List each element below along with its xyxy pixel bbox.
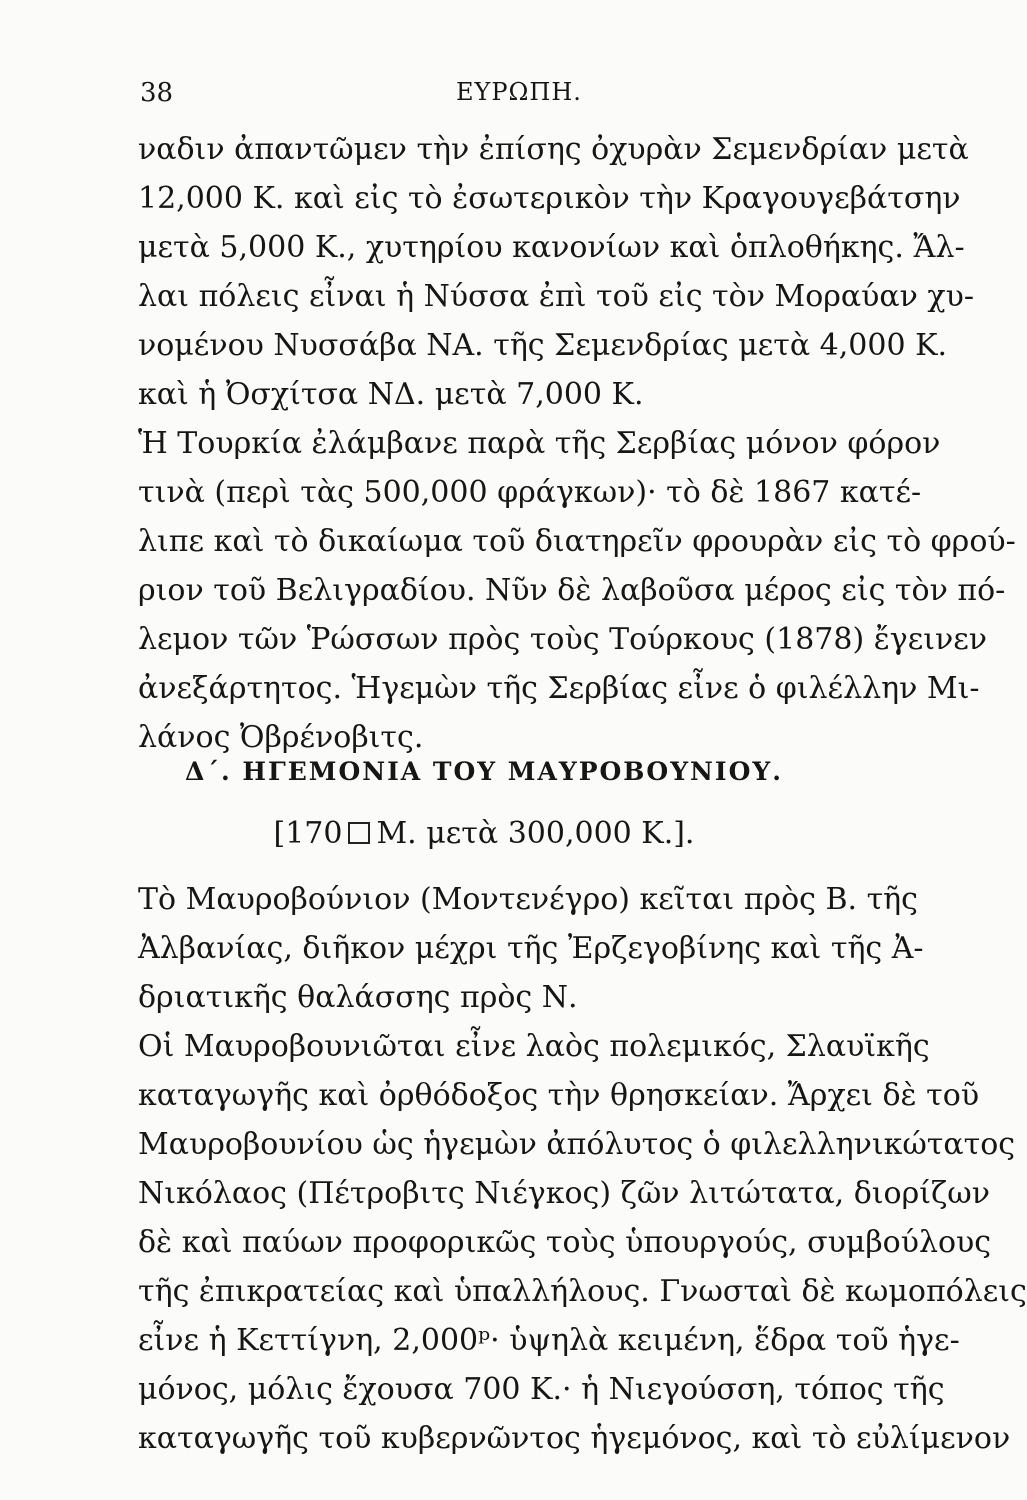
text-line: Ἀλβανίας, διῆκον μέχρι τῆς Ἐρζεγοβίνης καὶ τῆς Ἀ- bbox=[138, 931, 924, 966]
text-line: Οἱ Μαυροβουνιῶται εἶνε λαὸς πολεμικός, Σλαυϊκῆς bbox=[138, 1029, 930, 1064]
text-line: τινὰ (περὶ τὰς 500,000 φράγκων)· τὸ δὲ 1867 κατέ- bbox=[138, 475, 922, 510]
running-head: ΕΥΡΩΠΗ. bbox=[456, 78, 582, 106]
text-line: 12,000 Κ. καὶ εἰς τὸ ἐσωτερικὸν τὴν Κραγουγεβάτσην bbox=[138, 181, 961, 216]
page-header bbox=[140, 78, 900, 118]
text-line: μόνος, μόλις ἔχουσα 700 Κ.· ἡ Νιεγούσση, τόπος τῆς bbox=[138, 1372, 945, 1407]
text-line: λάνος Ὀβρένοβιτς. bbox=[138, 720, 424, 755]
text-line: δριατικῆς θαλάσσης πρὸς Ν. bbox=[138, 980, 578, 1015]
text-line: δὲ καὶ παύων προφορικῶς τοὺς ὑπουργούς, συμβούλους bbox=[138, 1225, 992, 1260]
text-line: λεμον τῶν Ῥώσσων πρὸς τοὺς Τούρκους (1878) ἔγεινεν bbox=[138, 622, 988, 657]
square-unit-icon bbox=[348, 822, 370, 844]
text-line: Νικόλαος (Πέτροβιτς Νιέγκος) ζῶν λιτώτατα, διορίζων bbox=[138, 1176, 990, 1211]
page-number: 38 bbox=[140, 78, 174, 108]
text-line: τῆς ἐπικρατείας καὶ ὑπαλλήλους. Γνωσταὶ δὲ κωμοπόλεις bbox=[138, 1274, 1027, 1309]
text-line: ἀνεξάρτητος. Ἡγεμὼν τῆς Σερβίας εἶνε ὁ φιλέλλην Μι- bbox=[138, 671, 980, 706]
section-heading: Δ΄. ΗΓΕΜΟΝΙΑ ΤΟΥ ΜΑΥΡΟΒΟΥΝΙΟΥ. bbox=[185, 757, 783, 786]
text-line: καταγωγῆς καὶ ὀρθόδοξος τὴν θρησκείαν. Ἄρχει δὲ τοῦ bbox=[138, 1078, 980, 1113]
text-line: μετὰ 5,000 Κ., χυτηρίου κανονίων καὶ ὁπλοθήκης. Ἄλ- bbox=[138, 230, 965, 265]
text-line: ριον τοῦ Βελιγραδίου. Νῦν δὲ λαβοῦσα μέρος εἰς τὸν πό- bbox=[138, 573, 1006, 608]
text-line: νομένου Νυσσάβα ΝΑ. τῆς Σεμενδρίας μετὰ 4,000 Κ. bbox=[138, 328, 948, 363]
area-note bbox=[0, 816, 968, 851]
text-line: εἶνε ἡ Κεττίγνη, 2,000ᵖ· ὑψηλὰ κειμένη, ἕδρα τοῦ ἡγε- bbox=[138, 1323, 960, 1358]
text-line: λαι πόλεις εἶναι ἡ Νύσσα ἐπὶ τοῦ εἰς τὸν Μοραύαν χυ- bbox=[138, 279, 974, 314]
text-line: Τὸ Μαυροβούνιον (Μοντενέγρο) κεῖται πρὸς Β. τῆς bbox=[138, 882, 918, 917]
area-note-start: [170 bbox=[273, 816, 343, 851]
text-line: ναδιν ἀπαντῶμεν τὴν ἐπίσης ὀχυρὰν Σεμενδρίαν μετὰ bbox=[138, 132, 969, 167]
text-line: Μαυροβουνίου ὡς ἡγεμὼν ἀπόλυτος ὁ φιλελληνικώτατος bbox=[138, 1127, 1016, 1162]
area-note-end: Μ. μετὰ 300,000 Κ.]. bbox=[376, 816, 695, 851]
text-line: Ἡ Τουρκία ἐλάμβανε παρὰ τῆς Σερβίας μόνον φόρον bbox=[138, 426, 941, 461]
text-line: καταγωγῆς τοῦ κυβερνῶντος ἡγεμόνος, καὶ τὸ εὐλίμενον bbox=[138, 1421, 1011, 1456]
text-line: λιπε καὶ τὸ δικαίωμα τοῦ διατηρεῖν φρουρὰν εἰς τὸ φρού- bbox=[138, 524, 1016, 559]
text-line: καὶ ἡ Ὀσχίτσα ΝΔ. μετὰ 7,000 Κ. bbox=[138, 377, 644, 412]
